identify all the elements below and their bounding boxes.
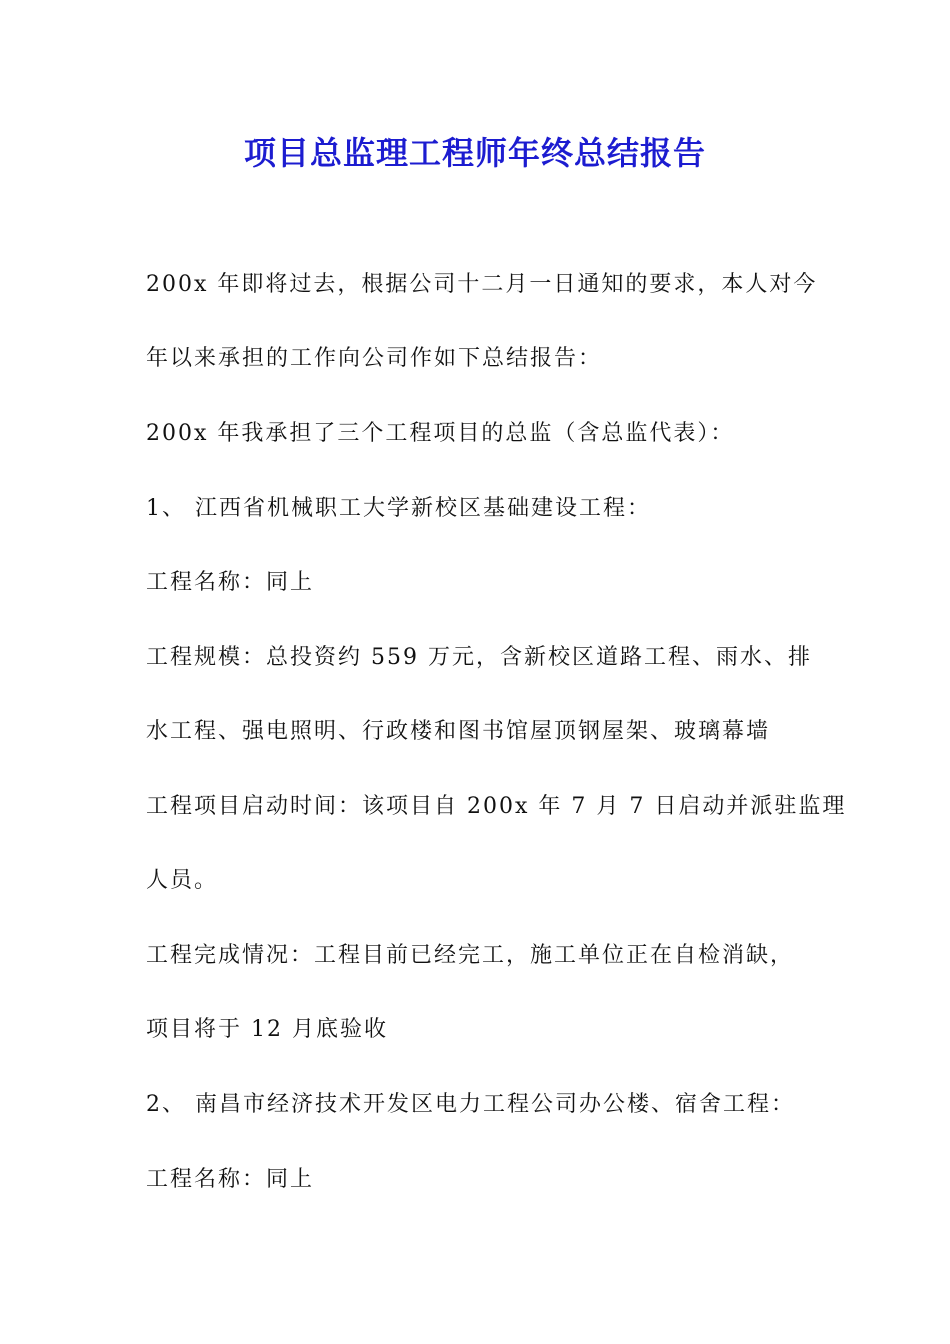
paragraph-line: 工程名称：同上 <box>146 570 315 595</box>
paragraph-line: 工程规模：总投资约 559 万元，含新校区道路工程、雨水、排 <box>146 645 812 670</box>
paragraph-line: 工程完成情况：工程目前已经完工，施工单位正在自检消缺， <box>146 943 795 968</box>
paragraph-line: 200x 年即将过去，根据公司十二月一日通知的要求，本人对今 <box>146 272 818 297</box>
section-heading-2: 2、 南昌市经济技术开发区电力工程公司办公楼、宿舍工程： <box>146 1092 795 1117</box>
paragraph-line: 年以来承担的工作向公司作如下总结报告： <box>146 346 603 371</box>
paragraph-line: 项目将于 12 月底验收 <box>146 1017 388 1042</box>
paragraph-line: 工程项目启动时间：该项目自 200x 年 7 月 7 日启动并派驻监理 <box>146 794 847 819</box>
paragraph-line: 人员。 <box>146 868 219 893</box>
section-heading-1: 1、 江西省机械职工大学新校区基础建设工程： <box>146 496 651 521</box>
paragraph-line: 工程名称：同上 <box>146 1167 315 1192</box>
document-title: 项目总监理工程师年终总结报告 <box>243 134 706 172</box>
paragraph-line: 水工程、强电照明、行政楼和图书馆屋顶钢屋架、玻璃幕墙 <box>146 719 771 744</box>
paragraph-line: 200x 年我承担了三个工程项目的总监（含总监代表）： <box>146 421 735 446</box>
